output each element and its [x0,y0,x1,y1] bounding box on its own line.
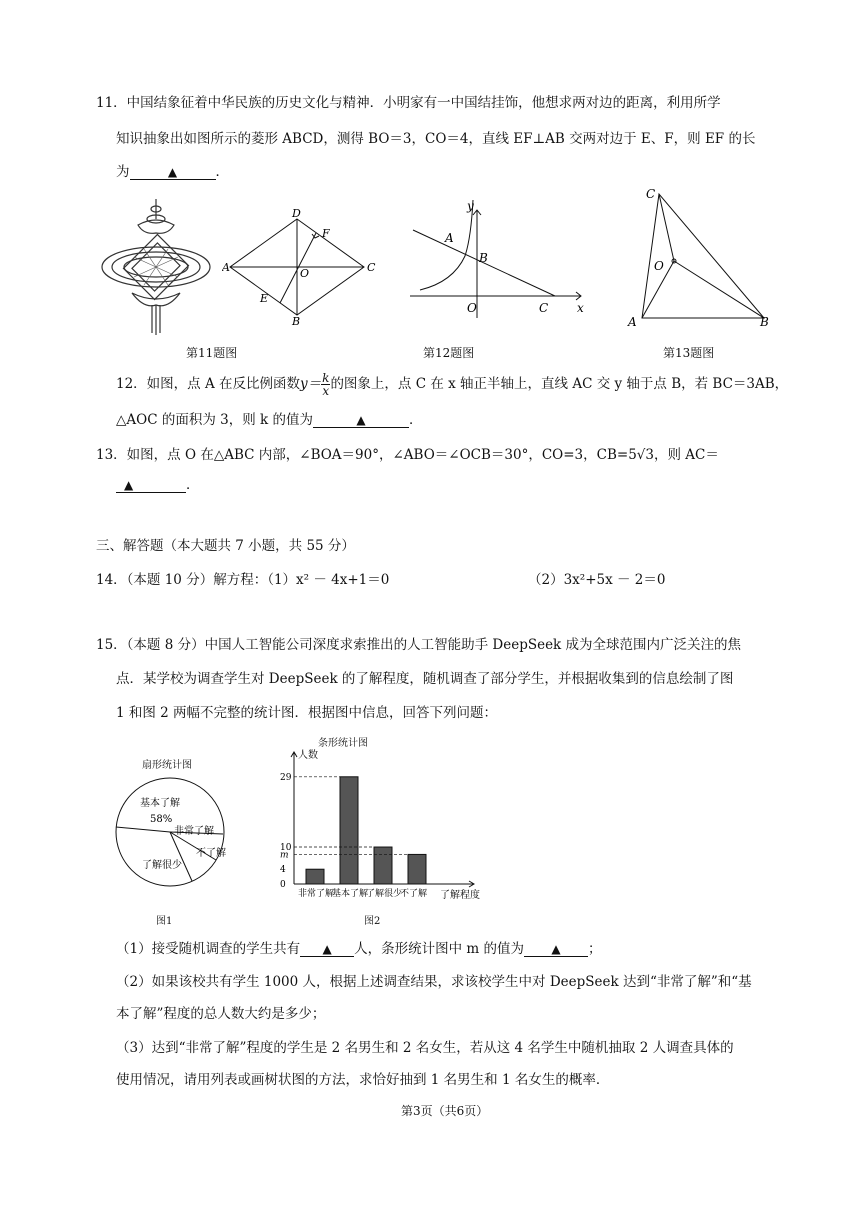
pie-label-basic-pct: 58% [150,814,173,825]
pie-chart [112,772,242,892]
q13-answer-blank: ▲ [116,476,186,493]
graph12-label-x: x [577,301,584,315]
q11-line3-prefix: 为 [116,164,130,180]
rhombus-label-b: B [292,315,301,327]
rhombus-label-a: A [222,261,230,274]
q15-line2: 点．某学校为调查学生对 DeepSeek 的了解程度，随机调查了部分学生，并根据收集到的信息绘制了图 [116,671,734,687]
figure-11-caption: 第11题图 [186,346,238,360]
graph12-label-b: B [479,251,488,265]
figure-13-caption: 第13题图 [663,346,715,360]
graph12-label-o: O [467,301,477,315]
pie-title: 扇形统计图 [142,760,192,771]
bar-chart-title: 条形统计图 [318,738,368,749]
q11-answer-blank: ▲ [130,163,216,180]
figure-12-graph [405,190,590,320]
graph12-label-c: C [539,301,549,315]
q15-sub1: （1）接受随机调查的学生共有 ▲ 人，条形统计图中 m 的值为 ▲ ； [116,941,602,957]
tri13-label-c: C [646,187,656,201]
rhombus-label-o: O [300,267,310,280]
bar-y-tick-label: 10 [280,843,292,854]
bar-category-label: 不了解 [400,889,428,899]
q14-part1: 14．（本题 10 分）解方程：（1）x² － 4x+1＝0 [96,572,390,588]
pie-caption: 图1 [156,916,173,927]
rhombus-label-c: C [367,261,376,274]
figure-13-triangle [624,186,774,331]
rhombus-label-e: E [260,292,269,305]
figure-11-knot [98,197,216,337]
bar-x-axis-label: 了解程度 [440,890,480,901]
bar-3 [408,854,426,884]
bar-category-label: 基本了解 [332,889,369,899]
bar-y-tick-label: m [280,850,289,861]
pie-label-basic: 基本了解 [140,798,180,809]
q13-line2: ▲ ． [116,476,200,494]
bar-0 [306,869,324,884]
bar-y-tick-label: 29 [280,772,292,783]
figure-12-caption: 第12题图 [423,346,475,360]
bar-2 [374,847,392,884]
graph12-label-a: A [445,231,454,245]
q15-sub3-line2: 使用情况，请用列表或画树状图的方法，求恰好抽到 1 名男生和 1 名女生的概率． [116,1072,610,1088]
section-3-heading: 三、解答题（本大题共 7 小题，共 55 分） [96,538,355,554]
pie-label-very: 非常了解 [174,826,214,837]
page-footer: 第3页（共6页） [401,1104,489,1118]
q15-sub2-line2: 本了解”程度的总人数大约是多少； [116,1006,326,1022]
bar-category-label: 了解很少 [366,889,403,899]
pie-label-none: 不了解 [196,848,226,859]
q11-line3: 为 ▲ ． [116,164,229,180]
rhombus-label-f: F [322,227,330,240]
q15-sub1-blank-m: ▲ [524,940,588,957]
q11-line2: 知识抽象出如图所示的菱形 ABCD，测得 BO＝3，CO＝4，直线 EF⊥AB 交两对边于 E、F，则 EF 的长 [116,131,756,147]
bar-category-label: 非常了解 [298,889,335,899]
q11-line1: 11．中国结象征着中华民族的历史文化与精神．小明家有一中国结挂饰，他想求两对边的距离，利用所学 [96,95,721,111]
bar-y-axis-label: 人数 [298,750,318,761]
bar-y-tick-label: 4 [280,865,286,876]
q12-fraction: $\frac{k}{x}$ [322,371,330,398]
tri13-label-b: B [760,315,769,329]
tri13-label-o: O [654,259,664,273]
q13-line1: 13．如图，点 O 在△ABC 内部，∠BOA＝90°，∠ABO＝∠OCB＝30°，CO=3，CB=5√3，则 AC＝ [96,447,719,463]
bar-chart-caption: 图2 [364,916,381,927]
bar-1 [340,777,358,884]
rhombus-label-d: D [292,207,301,220]
tri13-label-a: A [628,315,637,329]
pie-label-little: 了解很少 [142,860,182,871]
q12-line2: △AOC 的面积为 3，则 k 的值为 ▲ ． [116,412,423,428]
q15-sub1-blank-total: ▲ [300,940,354,957]
bar-chart [272,744,502,904]
q15-sub2-line1: （2）如果该校共有学生 1000 人，根据上述调查结果，求该校学生中对 DeepSeek 达到“非常了解”和“基 [116,974,752,990]
q15-line3: 1 和图 2 两幅不完整的统计图．根据图中信息，回答下列问题： [116,705,498,721]
q15-sub3-line1: （3）达到“非常了解”程度的学生是 2 名男生和 2 名女生，若从这 4 名学生中随机抽取 2 人调查具体的 [116,1040,734,1056]
figure-11-rhombus [222,207,392,327]
q14-part2: （2）3x²+5x － 2＝0 [528,572,666,588]
q12-line1: 12．如图，点 A 在反比例函数y＝ $\frac{k}{x}$ 的图象上，点 C 在 x 轴正半轴上，直线 AC 交 y 轴于点 B，若 BC＝3AB， [116,371,789,398]
graph12-label-y: y [467,199,474,213]
q15-line1: 15．（本题 8 分）中国人工智能公司深度求索推出的人工智能助手 DeepSeek 成为全球范围内广泛关注的焦 [96,637,742,653]
q12-answer-blank: ▲ [313,411,409,428]
bar-y-tick-label: 0 [280,880,286,890]
